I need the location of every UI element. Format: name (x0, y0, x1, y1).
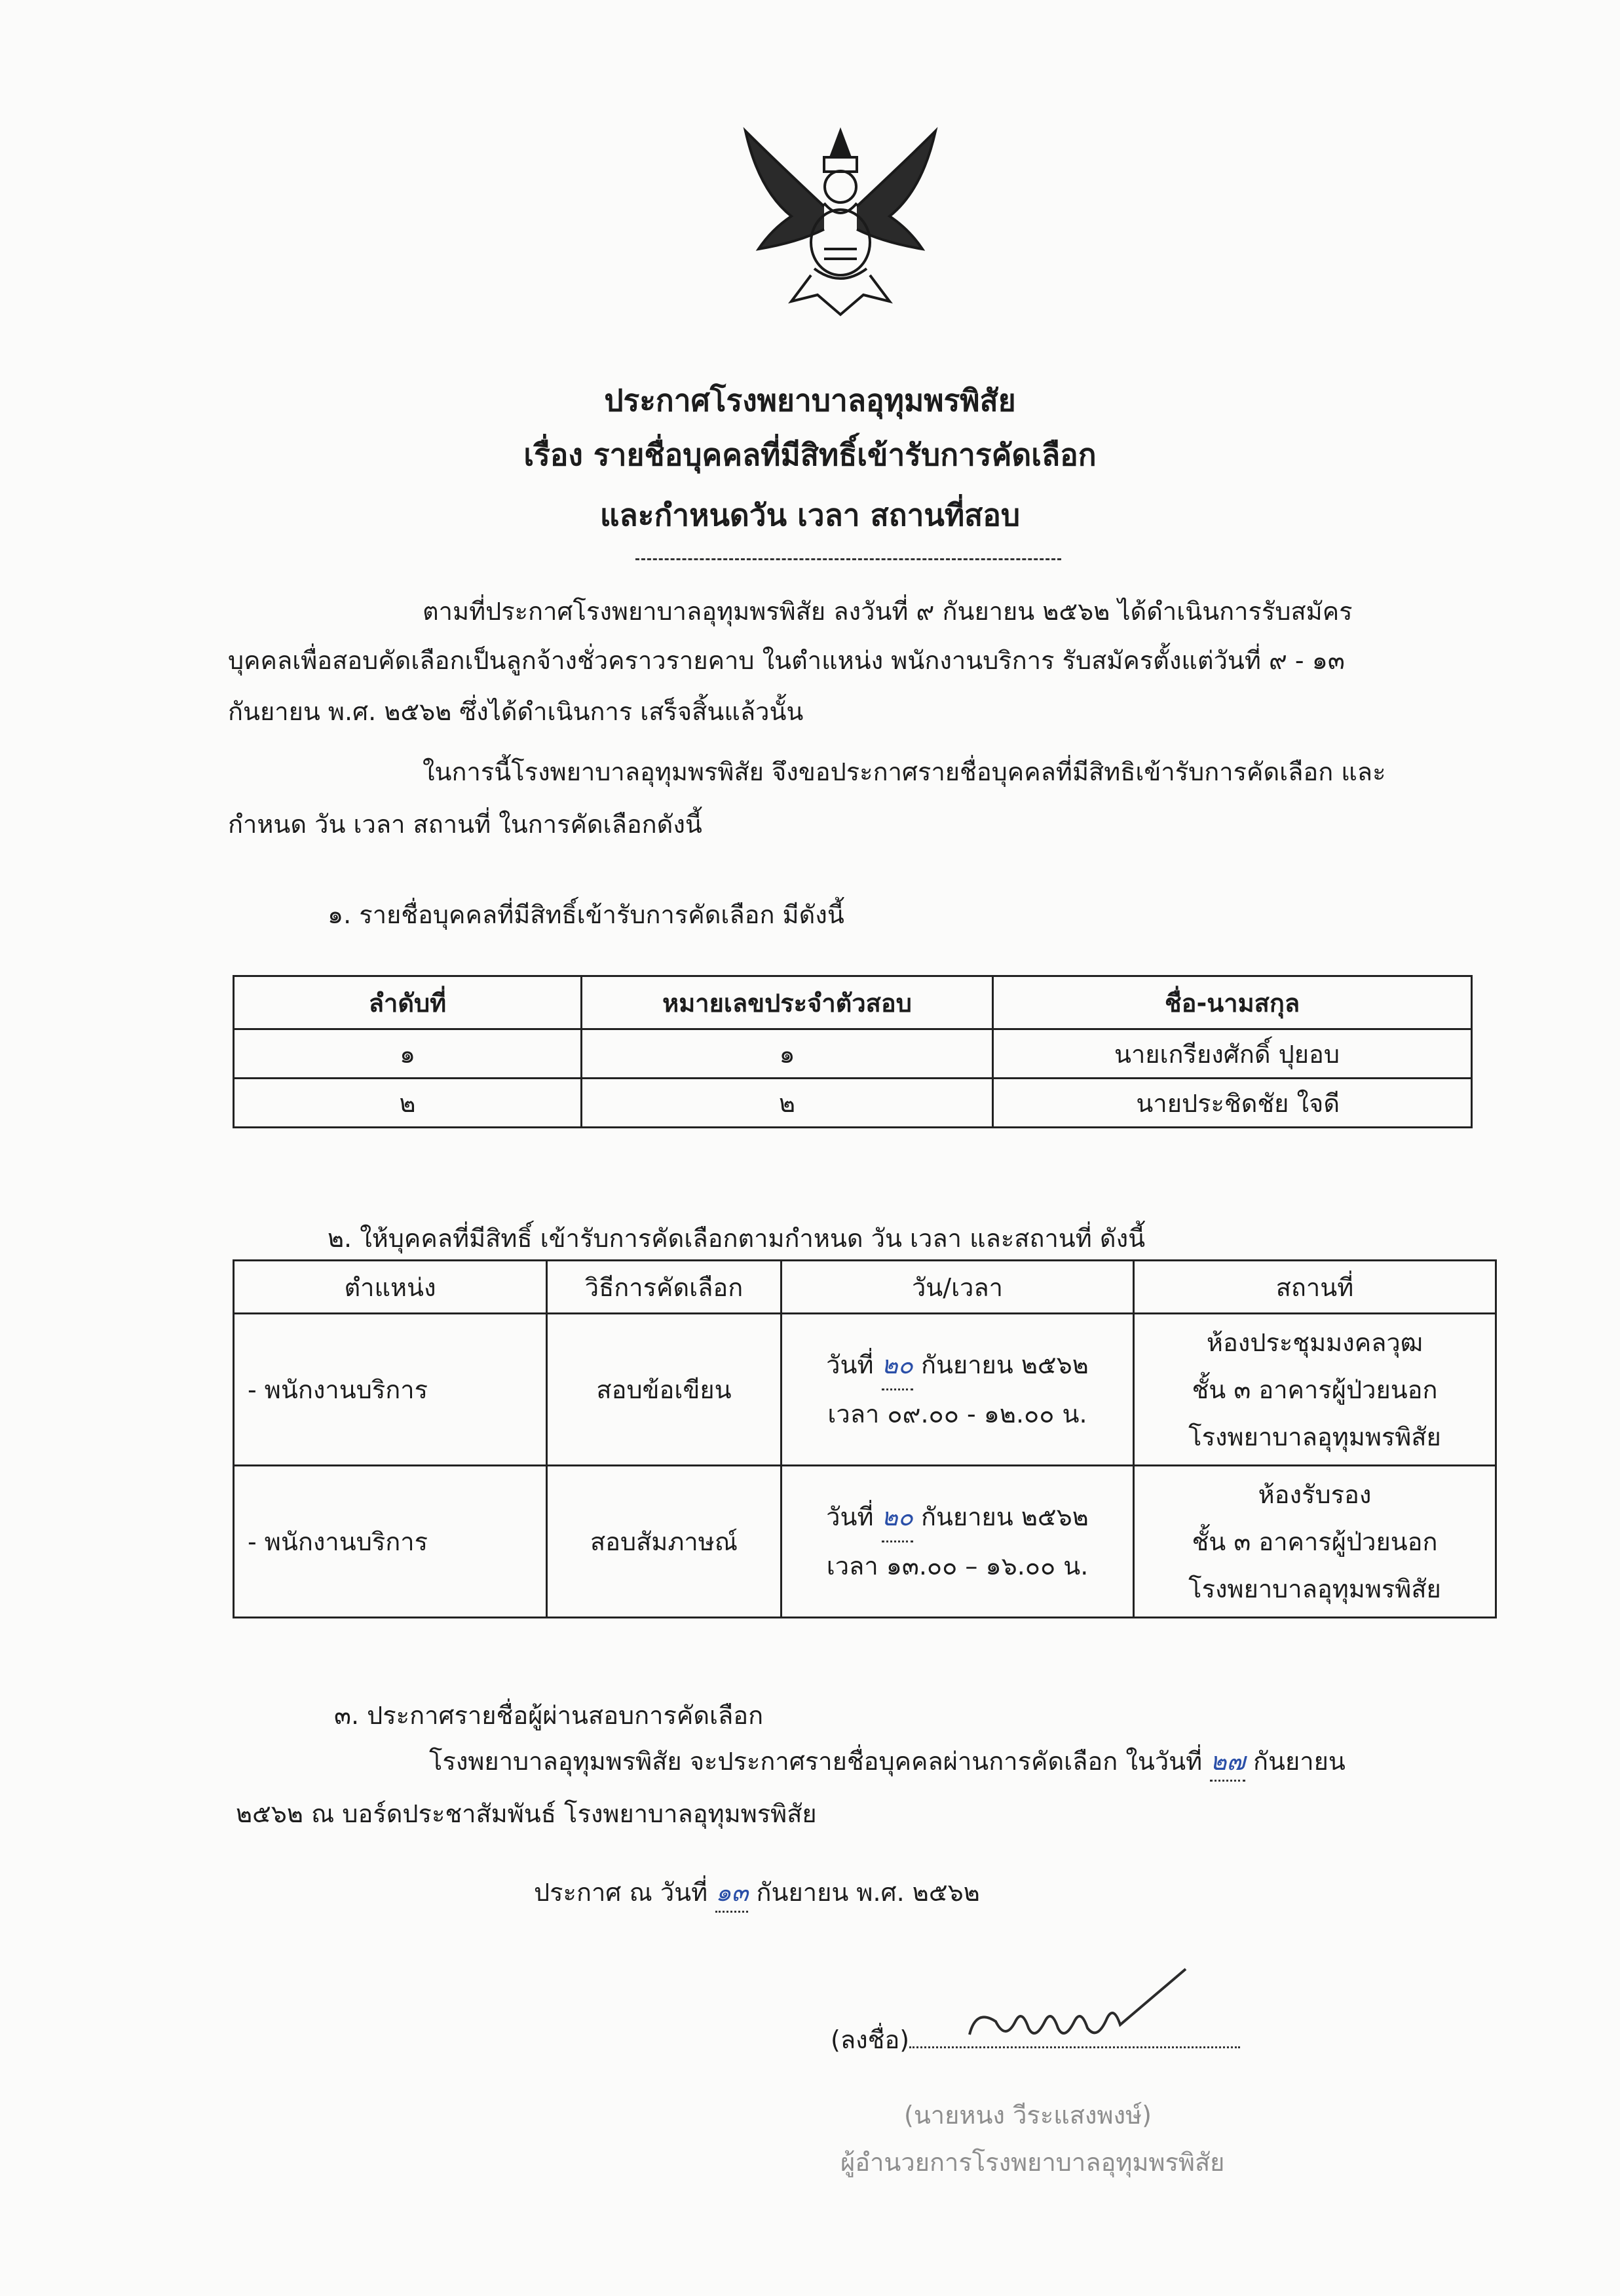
row-exam-id: ๒ (582, 1079, 993, 1128)
section2-heading: ๒. ให้บุคคลที่มีสิทธิ์ เข้ารับการคัดเลือกตามกำหนด วัน เวลา และสถานที่ ดังนี้ (328, 1224, 1146, 1253)
handwritten-date: ๒๐ (881, 1502, 913, 1531)
row-date (782, 1493, 1133, 1542)
row-date (782, 1341, 1133, 1390)
signer-title: ผู้อำนวยการโรงพยาบาลอุทุมพรพิสัย (840, 2148, 1225, 2177)
intro-p1-line3: กันยายน พ.ศ. ๒๕๖๒ ซึ่งได้ดำเนินการ เสร็จสิ้นแล้วนั้น (228, 697, 804, 726)
section3-line1 (429, 1743, 1346, 1782)
document-title-line2: เรื่อง รายชื่อบุคคลที่มีสิทธิ์เข้ารับการคัดเลือก (523, 437, 1097, 472)
table-header-row (234, 976, 1472, 1029)
place-line: โรงพยาบาลอุทุมพรพิสัย (1188, 1422, 1441, 1451)
section1-heading: ๑. รายชื่อบุคคลที่มีสิทธิ์เข้ารับการคัดเลือก มีดังนี้ (328, 900, 844, 929)
column-header: ลำดับที่ (234, 976, 582, 1029)
intro-p1-line2: บุคคลเพื่อสอบคัดเลือกเป็นลูกจ้างชั่วคราวรายคาบ ในตำแหน่ง พนักงานบริการ รับสมัครตั้งแต่วันที่ ๙ - ๑๓ (228, 646, 1345, 675)
row-time: เวลา ๑๓.๐๐ – ๑๖.๐๐ น. (826, 1552, 1089, 1580)
row-name: นายประชิดชัย ใจดี (993, 1079, 1472, 1128)
row-method: สอบข้อเขียน (547, 1314, 782, 1466)
row-name: นายเกรียงศักดิ์ ปุยอบ (993, 1029, 1472, 1079)
column-header: ชื่อ-นามสกุล (993, 976, 1472, 1029)
signature-label: (ลงชื่อ) (831, 2025, 910, 2054)
date-prefix: วันที่ (826, 1350, 874, 1379)
announce-date (534, 1874, 980, 1913)
row-position: - พนักงานบริการ (234, 1314, 547, 1466)
signature-blank (909, 2027, 1240, 2048)
section3-line1-prefix: โรงพยาบาลอุทุมพรพิสัย จะประกาศรายชื่อบุคคลผ่านการคัดเลือก ในวันที่ (429, 1747, 1203, 1776)
table-header-row (234, 1261, 1496, 1314)
handwritten-date: ๒๐ (881, 1350, 913, 1379)
handwritten-announce-date: ๑๓ (715, 1878, 749, 1907)
intro-p1-line1: ตามที่ประกาศโรงพยาบาลอุทุมพรพิสัย ลงวันที่ ๙ กันยายน ๒๕๖๒ ได้ดำเนินการรับสมัคร (423, 597, 1353, 626)
date-suffix: กันยายน ๒๕๖๒ (920, 1350, 1089, 1379)
handwritten-result-date: ๒๗ (1210, 1747, 1245, 1776)
announce-suffix: กันยายน พ.ศ. ๒๕๖๒ (756, 1878, 980, 1907)
row-method: สอบสัมภาษณ์ (547, 1466, 782, 1618)
place-line: ห้องรับรอง (1258, 1480, 1372, 1509)
result-date-blank (1210, 1743, 1245, 1782)
date-prefix: วันที่ (826, 1502, 874, 1531)
column-header: วิธีการคัดเลือก (547, 1261, 782, 1314)
signer-name: (นายหนง วีระแสงพงษ์) (904, 2101, 1152, 2130)
place-line: โรงพยาบาลอุทุมพรพิสัย (1188, 1574, 1441, 1603)
signature-line (831, 2021, 1240, 2058)
intro-p2-line1: ในการนี้โรงพยาบาลอุทุมพรพิสัย จึงขอประกาศรายชื่อบุคคลที่มีสิทธิเข้ารับการคัดเลือก และ (423, 757, 1386, 786)
place-line: ชั้น ๓ อาคารผู้ป่วยนอก (1192, 1527, 1438, 1556)
column-header: วัน/เวลา (782, 1261, 1134, 1314)
announce-prefix: ประกาศ ณ วันที่ (534, 1878, 708, 1907)
schedule-table (233, 1259, 1497, 1618)
document-title-line1: ประกาศโรงพยาบาลอุทุมพรพิสัย (604, 383, 1016, 418)
table-row (234, 1079, 1472, 1128)
column-header: ตำแหน่ง (234, 1261, 547, 1314)
date-blank (882, 1493, 913, 1542)
document-title-line3: และกำหนดวัน เวลา สถานที่สอบ (599, 497, 1021, 533)
row-time: เวลา ๐๙.๐๐ - ๑๒.๐๐ น. (827, 1400, 1087, 1428)
column-header: หมายเลขประจำตัวสอบ (582, 976, 993, 1029)
title-divider (635, 558, 1061, 560)
table-row (234, 1314, 1496, 1466)
section3-heading: ๓. ประกาศรายชื่อผู้ผ่านสอบการคัดเลือก (334, 1701, 764, 1730)
announce-date-blank (715, 1874, 748, 1913)
row-position: - พนักงานบริการ (234, 1466, 547, 1618)
place-line: ห้องประชุมมงคลวุฒ (1206, 1328, 1423, 1357)
row-datetime (782, 1314, 1134, 1466)
row-number: ๑ (234, 1029, 582, 1079)
table-row (234, 1029, 1472, 1079)
section3-line2: ๒๕๖๒ ณ บอร์ดประชาสัมพันธ์ โรงพยาบาลอุทุมพรพิสัย (236, 1799, 817, 1828)
row-number: ๒ (234, 1079, 582, 1128)
candidates-table (233, 975, 1473, 1128)
row-datetime (782, 1466, 1134, 1618)
row-place (1134, 1314, 1496, 1466)
place-line: ชั้น ๓ อาคารผู้ป่วยนอก (1192, 1375, 1438, 1404)
row-place (1134, 1466, 1496, 1618)
garuda-emblem-icon (732, 118, 949, 321)
date-blank (882, 1341, 913, 1390)
section3-line1-suffix: กันยายน (1253, 1747, 1346, 1776)
intro-p2-line2: กำหนด วัน เวลา สถานที่ ในการคัดเลือกดังนี้ (228, 810, 702, 839)
date-suffix: กันยายน ๒๕๖๒ (920, 1502, 1089, 1531)
row-exam-id: ๑ (582, 1029, 993, 1079)
table-row (234, 1466, 1496, 1618)
column-header: สถานที่ (1134, 1261, 1496, 1314)
